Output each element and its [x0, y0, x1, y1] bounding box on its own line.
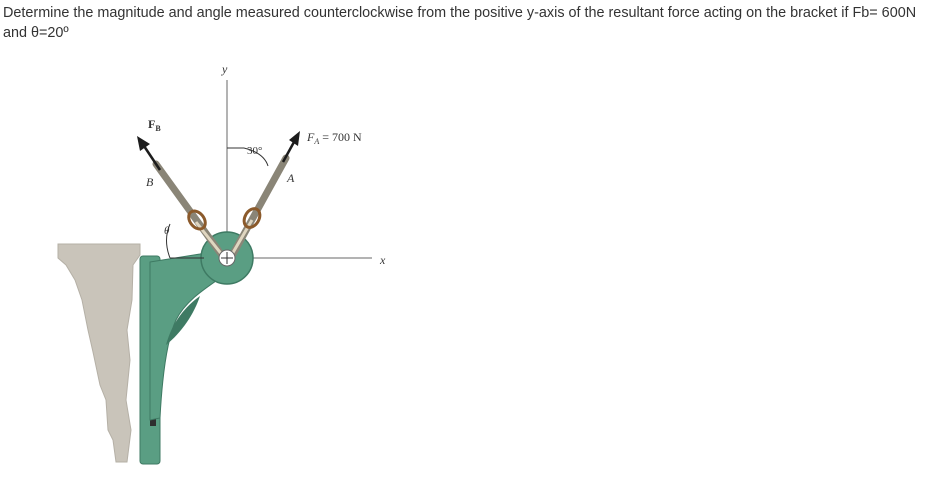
- force-arrow-fb-head: [137, 136, 150, 151]
- point-b-label: B: [146, 175, 154, 189]
- angle-theta-label: θ: [164, 225, 170, 237]
- point-a-label: A: [287, 171, 295, 185]
- fb-label: [148, 117, 161, 133]
- fb-label-main: F: [148, 117, 156, 131]
- fb-label-sub: B: [155, 124, 161, 133]
- wall: [58, 244, 140, 462]
- fa-label-sub: A: [314, 137, 320, 146]
- x-axis-label: x: [380, 253, 386, 267]
- fa-label-value: = 700 N: [319, 130, 362, 144]
- problem-statement: Determine the magnitude and angle measured counterclockwise from the positive y-axis of the resultant force acting on the bracket if Fb= 600N and θ=20º: [3, 5, 917, 41]
- fa-label: [306, 130, 362, 146]
- force-arrow-fb-shaft: [144, 146, 160, 170]
- fa-label-main: F: [307, 130, 315, 144]
- y-axis-label: y: [222, 62, 228, 76]
- angle-30-label: 30°: [247, 145, 263, 157]
- force-arrow-fa-head: [289, 131, 300, 146]
